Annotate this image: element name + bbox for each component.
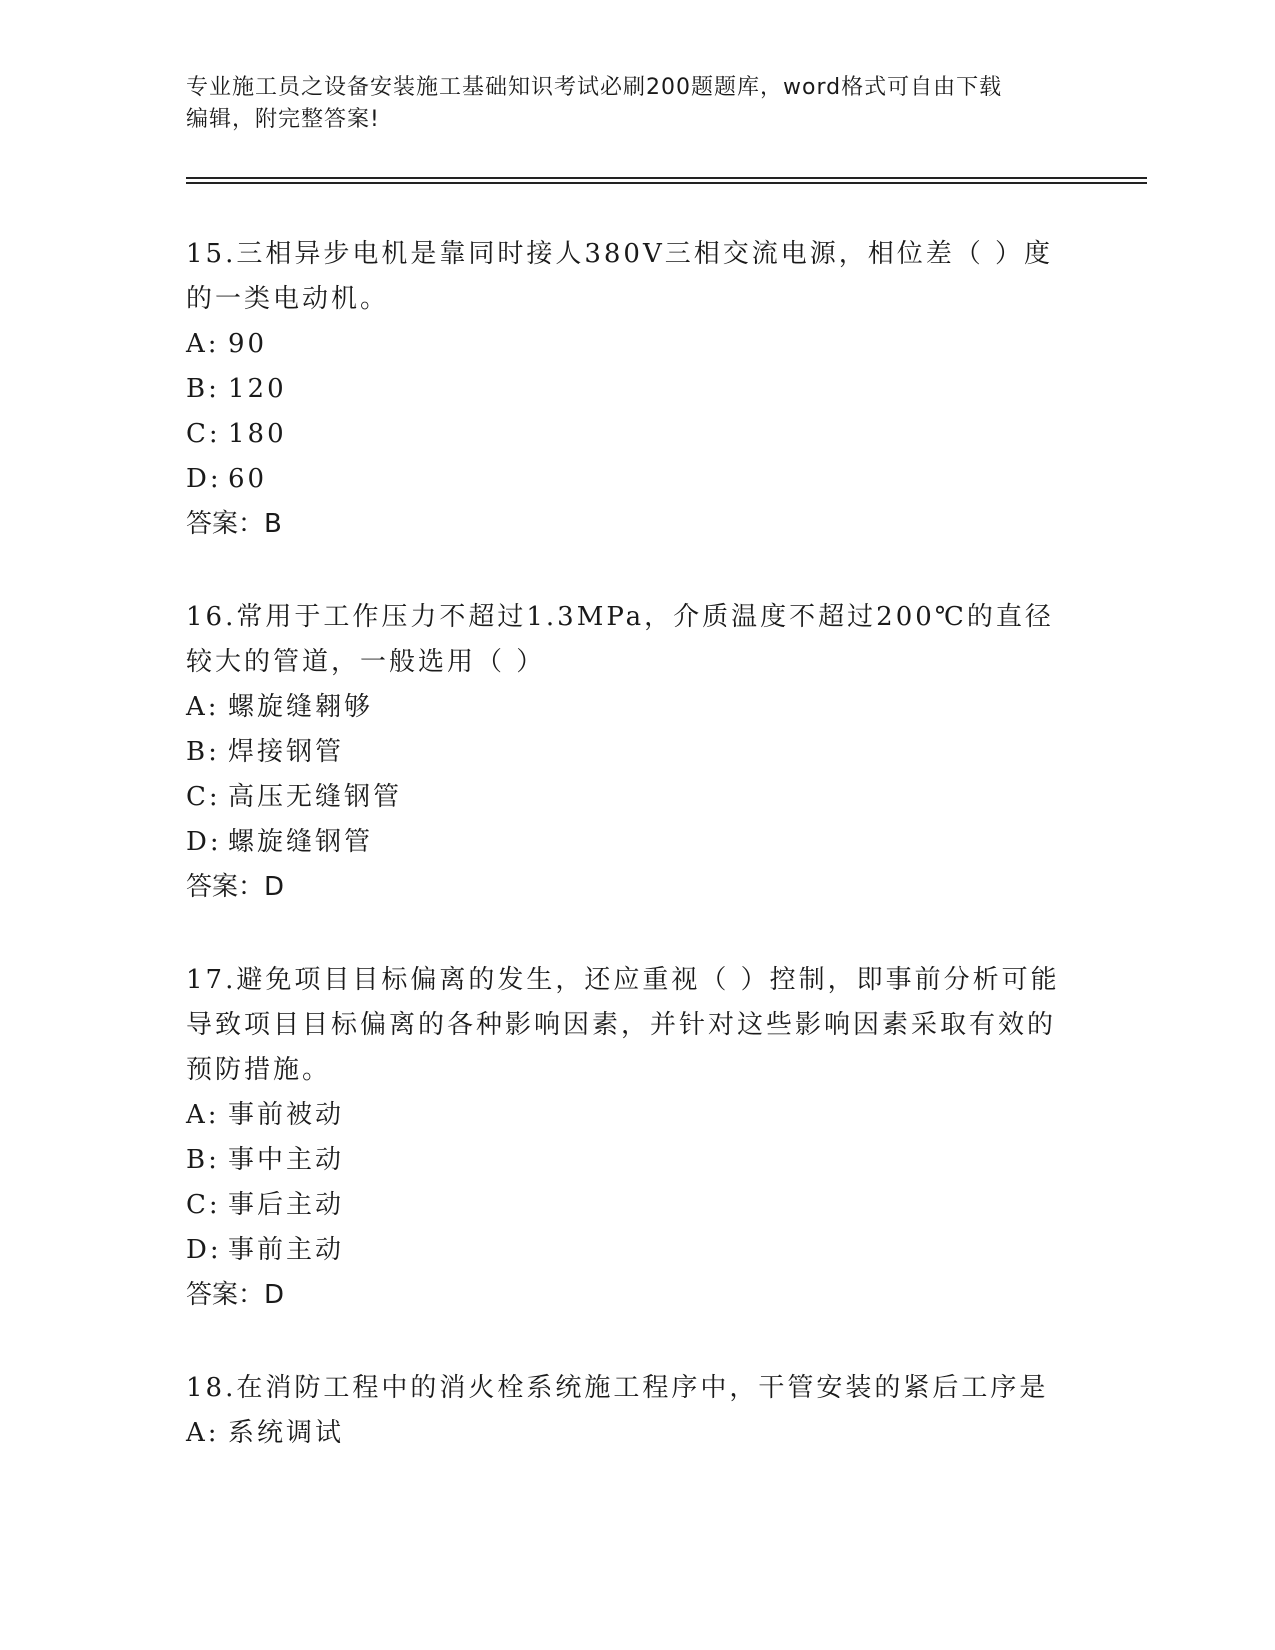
question-text: 16.常用于工作压力不超过1.3MPa，介质温度不超过200℃的直径较大的管道，一般选用（ ）	[186, 602, 1054, 677]
option-text: 系统调试	[228, 1418, 345, 1448]
option-letter: B:	[186, 737, 220, 767]
option-text: 高压无缝钢管	[228, 782, 403, 812]
question-16	[186, 595, 1066, 910]
question-15	[186, 232, 1066, 547]
option-letter: A:	[186, 329, 220, 359]
option-letter: C:	[186, 782, 221, 812]
answer-label: 答案：B	[186, 509, 282, 539]
option-b	[186, 367, 1066, 412]
option-letter: D:	[186, 827, 222, 857]
question-text: 17.避免项目目标偏离的发生，还应重视（ ）控制，即事前分析可能导致项目目标偏离的各种影响因素，并针对这些影响因素采取有效的预防措施。	[186, 965, 1060, 1085]
option-letter: A:	[186, 692, 220, 722]
option-text: 螺旋缝钢管	[228, 827, 374, 857]
option-text: 事后主动	[228, 1190, 345, 1220]
option-b	[186, 1138, 1066, 1183]
question-18	[186, 1366, 1066, 1456]
option-a	[186, 322, 1066, 367]
question-text: 18.在消防工程中的消火栓系统施工程序中，干管安装的紧后工序是	[186, 1373, 1049, 1403]
option-text: 180	[228, 419, 287, 449]
option-c	[186, 412, 1066, 457]
option-text: 螺旋缝翱够	[228, 692, 374, 722]
option-a	[186, 685, 1066, 730]
option-text: 60	[228, 464, 268, 494]
option-a	[186, 1093, 1066, 1138]
option-text: 90	[228, 329, 268, 359]
option-a	[186, 1411, 1066, 1456]
answer-label: 答案：D	[186, 1280, 285, 1310]
option-c	[186, 775, 1066, 820]
header-divider-bottom	[186, 182, 1147, 184]
option-b	[186, 730, 1066, 775]
header-divider-top	[186, 177, 1147, 179]
option-letter: D:	[186, 1235, 222, 1265]
option-letter: A:	[186, 1100, 220, 1130]
option-text: 事前主动	[228, 1235, 345, 1265]
option-letter: A:	[186, 1418, 220, 1448]
option-letter: B:	[186, 1145, 220, 1175]
document-header	[186, 72, 1086, 136]
option-letter: C:	[186, 419, 221, 449]
option-text: 焊接钢管	[228, 737, 345, 767]
option-letter: D:	[186, 464, 222, 494]
option-d	[186, 820, 1066, 865]
option-letter: C:	[186, 1190, 221, 1220]
option-c	[186, 1183, 1066, 1228]
header-line-1: 专业施工员之设备安装施工基础知识考试必刷200题题库，word格式可自由下载	[186, 75, 1003, 100]
option-text: 事中主动	[228, 1145, 345, 1175]
option-text: 事前被动	[228, 1100, 345, 1130]
question-text: 15.三相异步电机是靠同时接人380V三相交流电源，相位差（ ）度的一类电动机。	[186, 239, 1054, 314]
question-list	[186, 232, 1066, 1504]
option-d	[186, 1228, 1066, 1273]
answer-label: 答案：D	[186, 872, 285, 902]
option-d	[186, 457, 1066, 502]
header-line-2: 编辑，附完整答案!	[186, 107, 380, 132]
question-17	[186, 958, 1066, 1318]
option-text: 120	[228, 374, 287, 404]
option-letter: B:	[186, 374, 220, 404]
